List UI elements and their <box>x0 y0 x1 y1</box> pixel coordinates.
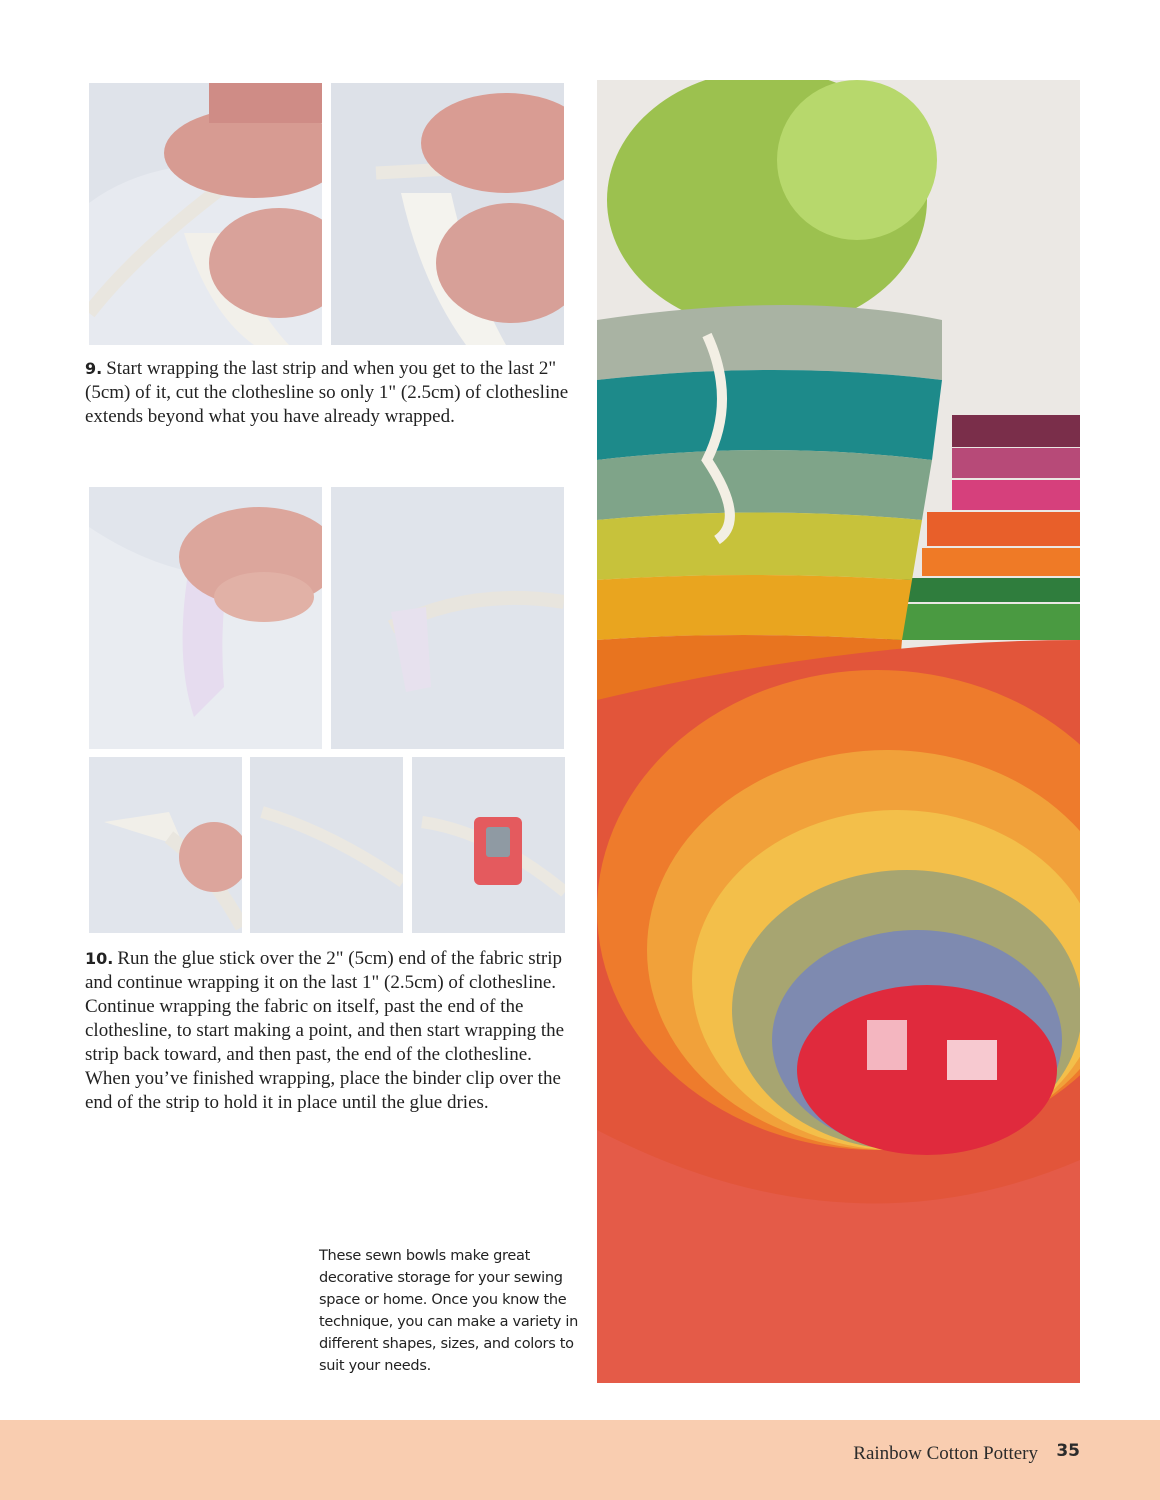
front-bowl <box>597 640 1080 1383</box>
footer-page-number: 35 <box>1056 1441 1080 1461</box>
photo-binder-clip <box>412 757 565 933</box>
photo-point-wrapped <box>250 757 403 933</box>
step-10-number: 10. <box>85 949 114 968</box>
photo-point-start <box>89 757 242 933</box>
step-9-text <box>85 357 570 429</box>
step-10-body: Run the glue stick over the 2" (5cm) end of the fabric strip and continue wrapping it on the last 1" (2.5cm) of clothesline. Continue wrapping the fabric on itself, past the end of the clothesline, to start making a point, and then start wrapping the strip back toward, and then past, the end of the clothesline. When you’ve finished wrapping, place the binder clip over the end of the strip to hold it in place until the glue dries. <box>85 948 565 1113</box>
photo-wrap-strip-cut <box>331 83 564 345</box>
photo-glue-wrap <box>331 487 564 749</box>
footer-book-title: Rainbow Cotton Pottery <box>853 1443 1038 1464</box>
step-9-number: 9. <box>85 359 103 378</box>
step-9-body: Start wrapping the last strip and when you get to the last 2" (5cm) of it, cut the clothesline so only 1" (2.5cm) of clothesline extends beyond what you have already wrapped. <box>85 358 569 427</box>
photo-rainbow-bowls <box>597 80 1080 1383</box>
photo-caption: These sewn bowls make great decorative storage for your sewing space or home. Once you know the technique, you can make a variety in different shapes, sizes, and colors to suit your needs. <box>319 1248 579 1374</box>
back-bowl <box>597 305 942 700</box>
step-10-text <box>85 947 575 1115</box>
photo-glue-fold <box>89 487 322 749</box>
photo-wrap-strip-start <box>89 83 322 345</box>
